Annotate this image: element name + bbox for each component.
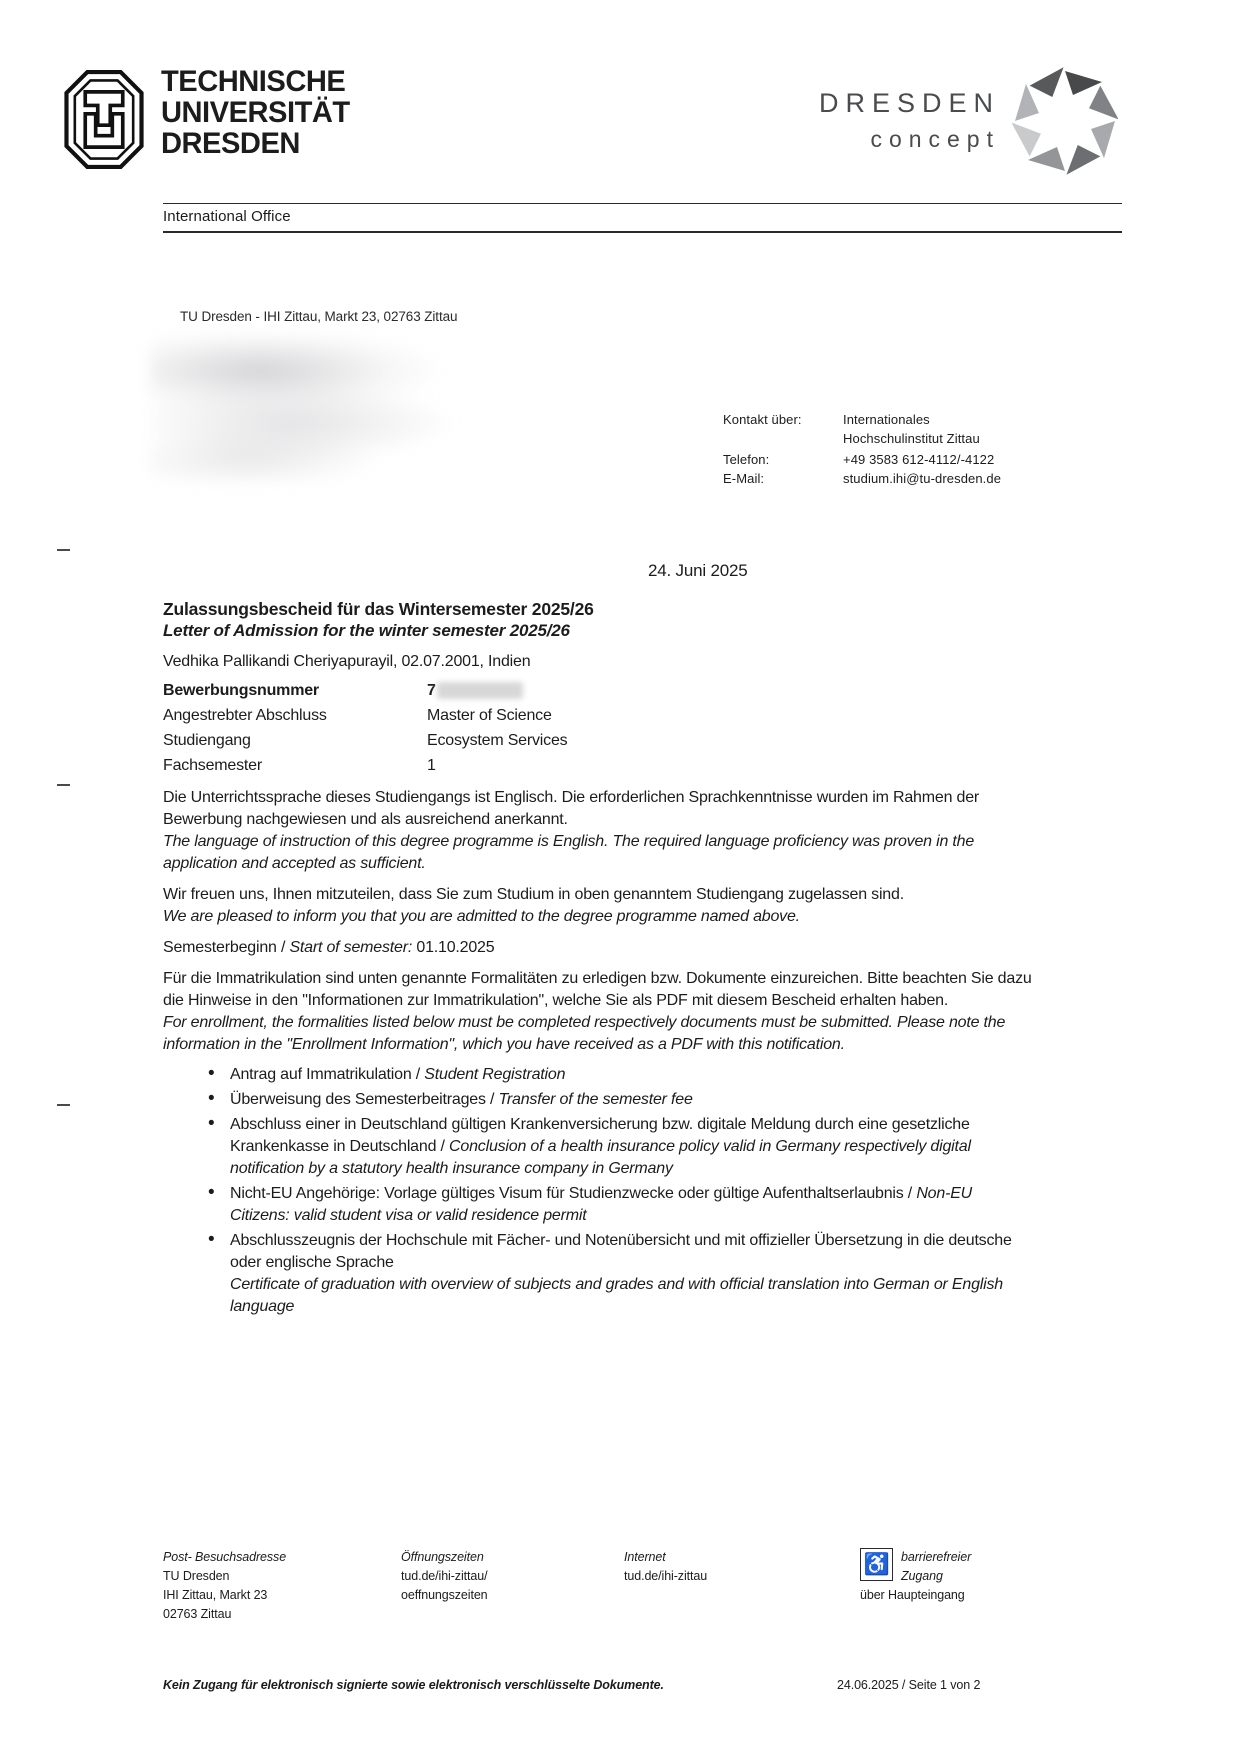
list-item-en: Non-EU Citizens: valid student visa or valid residence permit bbox=[230, 1185, 973, 1224]
dresden-concept-aperture-icon bbox=[1012, 66, 1118, 181]
list-item-en-block: Certificate of graduation with overview of subjects and grades and with official translation into German or English language bbox=[230, 1276, 1003, 1315]
list-item-de: Abschluss einer in Deutschland gültigen Krankenversicherung bzw. digitale Meldung durch eine gesetzliche Krankenkasse in Deutschland / bbox=[230, 1116, 970, 1155]
contact-block bbox=[723, 410, 1001, 488]
fold-mark bbox=[57, 549, 70, 551]
dresden-concept-line1: DRESDEN bbox=[818, 88, 1000, 118]
accessibility-label-line: barrierefreier bbox=[901, 1550, 972, 1564]
footer-address-line: TU Dresden bbox=[163, 1569, 230, 1583]
paragraph-admission bbox=[163, 884, 1035, 928]
list-item-en: Conclusion of a health insurance policy valid in Germany respectively digital notification by a statutory health insurance company in Germany bbox=[230, 1138, 971, 1177]
email-label: E-Mail: bbox=[723, 471, 765, 486]
application-number-visible-digit: 7 bbox=[427, 682, 436, 699]
programme-value: Ecosystem Services bbox=[427, 732, 568, 749]
list-item-de: Nicht-EU Angehörige: Vorlage gültiges Visum für Studienzwecke oder gültige Aufenthaltserlaubnis / bbox=[230, 1185, 917, 1202]
redacted-application-number bbox=[437, 682, 523, 699]
requirements-list bbox=[163, 1064, 1035, 1318]
semester-number-value: 1 bbox=[427, 757, 436, 774]
semester-start-de: Semesterbeginn / bbox=[163, 939, 290, 956]
university-wordmark bbox=[161, 66, 350, 159]
paragraph-language-de: Die Unterrichtssprache dieses Studiengangs ist Englisch. Die erforderlichen Sprachkenntnisse wurden im Rahmen der Bewerbung nachgewiesen und als ausreichend anerkannt. bbox=[163, 789, 980, 828]
contact-value: Hochschulinstitut Zittau bbox=[843, 431, 980, 446]
header-divider-top bbox=[163, 203, 1122, 204]
phone-label: Telefon: bbox=[723, 452, 770, 467]
list-item-de: Überweisung des Semesterbeitrages / bbox=[230, 1091, 499, 1108]
semester-start-en: Start of semester: bbox=[289, 939, 413, 956]
semester-start-value: 01.10.2025 bbox=[412, 939, 495, 956]
letter-title-en: Letter of Admission for the winter semester 2025/26 bbox=[163, 621, 570, 640]
list-item-de: Antrag auf Immatrikulation / bbox=[230, 1066, 425, 1083]
list-item-en: Student Registration bbox=[424, 1066, 566, 1083]
degree-value: Master of Science bbox=[427, 707, 552, 724]
electronic-documents-note: Kein Zugang für elektronisch signierte sowie elektronisch verschlüsselte Dokumente. bbox=[163, 1678, 664, 1692]
list-item-en: Transfer of the semester fee bbox=[498, 1091, 693, 1108]
footer-internet-line: tud.de/ihi-zittau bbox=[624, 1569, 708, 1583]
paragraph-enrollment-en: For enrollment, the formalities listed below must be completed respectively documents must be submitted. Please note the information in the "Enrollment Information", which you have received as a PDF with this notification. bbox=[163, 1014, 1006, 1053]
degree-label: Angestrebter Abschluss bbox=[163, 707, 327, 724]
fold-mark bbox=[57, 784, 70, 786]
paragraph-admission-en: We are pleased to inform you that you are admitted to the degree programme named above. bbox=[163, 908, 800, 925]
list-item bbox=[163, 1230, 1035, 1318]
phone-value: +49 3583 612-4112/-4122 bbox=[843, 452, 995, 467]
footer-hours-title: Öffnungszeiten bbox=[401, 1550, 484, 1564]
list-item-de: Abschlusszeugnis der Hochschule mit Fächer- und Notenübersicht und mit offizieller Übersetzung in die deutsche oder englische Sprache bbox=[230, 1232, 1012, 1271]
sender-address-line: TU Dresden - IHI Zittau, Markt 23, 02763 Zittau bbox=[180, 309, 458, 324]
footer-address-title: Post- Besuchsadresse bbox=[163, 1550, 287, 1564]
dresden-concept-wordmark bbox=[700, 88, 1000, 152]
footer-hours-line: oeffnungszeiten bbox=[401, 1588, 488, 1602]
footer-address-line: IHI Zittau, Markt 23 bbox=[163, 1588, 268, 1602]
letter-date: 24. Juni 2025 bbox=[648, 561, 748, 580]
table-row bbox=[163, 678, 1035, 703]
paragraph-enrollment-de: Für die Immatrikulation sind unten genannte Formalitäten zu erledigen bzw. Dokumente einzureichen. Bitte beachten Sie dazu die Hinweise in den "Informationen zur Immatrikulation", welche Sie als PDF mit diesem Bescheid erhalten haben. bbox=[163, 970, 1032, 1009]
application-number-label: Bewerbungsnummer bbox=[163, 682, 319, 699]
paragraph-language-en: The language of instruction of this degree programme is English. The required language proficiency was proven in the application and accepted as sufficient. bbox=[163, 833, 975, 872]
letter-body bbox=[163, 598, 1035, 1321]
letter-title-de: Zulassungsbescheid für das Wintersemester 2025/26 bbox=[163, 599, 594, 619]
table-row bbox=[163, 753, 1035, 778]
footer-address-column bbox=[163, 1548, 286, 1624]
university-name-line: TECHNISCHE bbox=[161, 65, 346, 98]
semester-number-label: Fachsemester bbox=[163, 757, 262, 774]
applicant-line: Vedhika Pallikandi Cheriyapurayil, 02.07.2001, Indien bbox=[163, 653, 531, 670]
footer-internet-column bbox=[624, 1548, 707, 1586]
fold-mark bbox=[57, 1104, 70, 1106]
table-row bbox=[163, 728, 1035, 753]
accessibility-label-line: Zugang bbox=[901, 1569, 943, 1583]
contact-value: Internationales bbox=[843, 412, 930, 427]
footer-hours-column bbox=[401, 1548, 488, 1605]
footer-accessibility-column bbox=[860, 1548, 971, 1605]
paragraph-admission-de: Wir freuen uns, Ihnen mitzuteilen, dass Sie zum Studium in oben genanntem Studiengang zugelassen sind. bbox=[163, 886, 904, 903]
paragraph-language bbox=[163, 787, 1035, 875]
table-row bbox=[163, 703, 1035, 728]
contact-label: Kontakt über: bbox=[723, 412, 802, 427]
semester-start-line bbox=[163, 937, 1035, 959]
list-item bbox=[163, 1064, 1035, 1086]
email-value: studium.ihi@tu-dresden.de bbox=[843, 471, 1002, 486]
list-item bbox=[163, 1114, 1035, 1180]
wheelchair-icon: ♿ bbox=[860, 1548, 893, 1581]
dresden-concept-line2: concept bbox=[870, 126, 1000, 152]
tu-dresden-logo-icon bbox=[64, 70, 144, 174]
university-name-line: DRESDEN bbox=[161, 127, 300, 160]
application-info-table bbox=[163, 678, 1035, 778]
footer-address-line: 02763 Zittau bbox=[163, 1607, 232, 1621]
footer-internet-title: Internet bbox=[624, 1550, 666, 1564]
list-item bbox=[163, 1183, 1035, 1227]
department-name: International Office bbox=[163, 208, 291, 225]
redacted-recipient-address bbox=[150, 334, 465, 482]
programme-label: Studiengang bbox=[163, 732, 251, 749]
page-number: 24.06.2025 / Seite 1 von 2 bbox=[837, 1678, 981, 1692]
accessibility-entrance-line: über Haupteingang bbox=[860, 1588, 965, 1602]
paragraph-enrollment bbox=[163, 968, 1035, 1056]
application-number-value bbox=[427, 678, 1035, 703]
header-divider-bottom bbox=[163, 231, 1122, 233]
footer-hours-line: tud.de/ihi-zittau/ bbox=[401, 1569, 488, 1583]
university-name-line: UNIVERSITÄT bbox=[161, 96, 350, 129]
list-item bbox=[163, 1089, 1035, 1111]
